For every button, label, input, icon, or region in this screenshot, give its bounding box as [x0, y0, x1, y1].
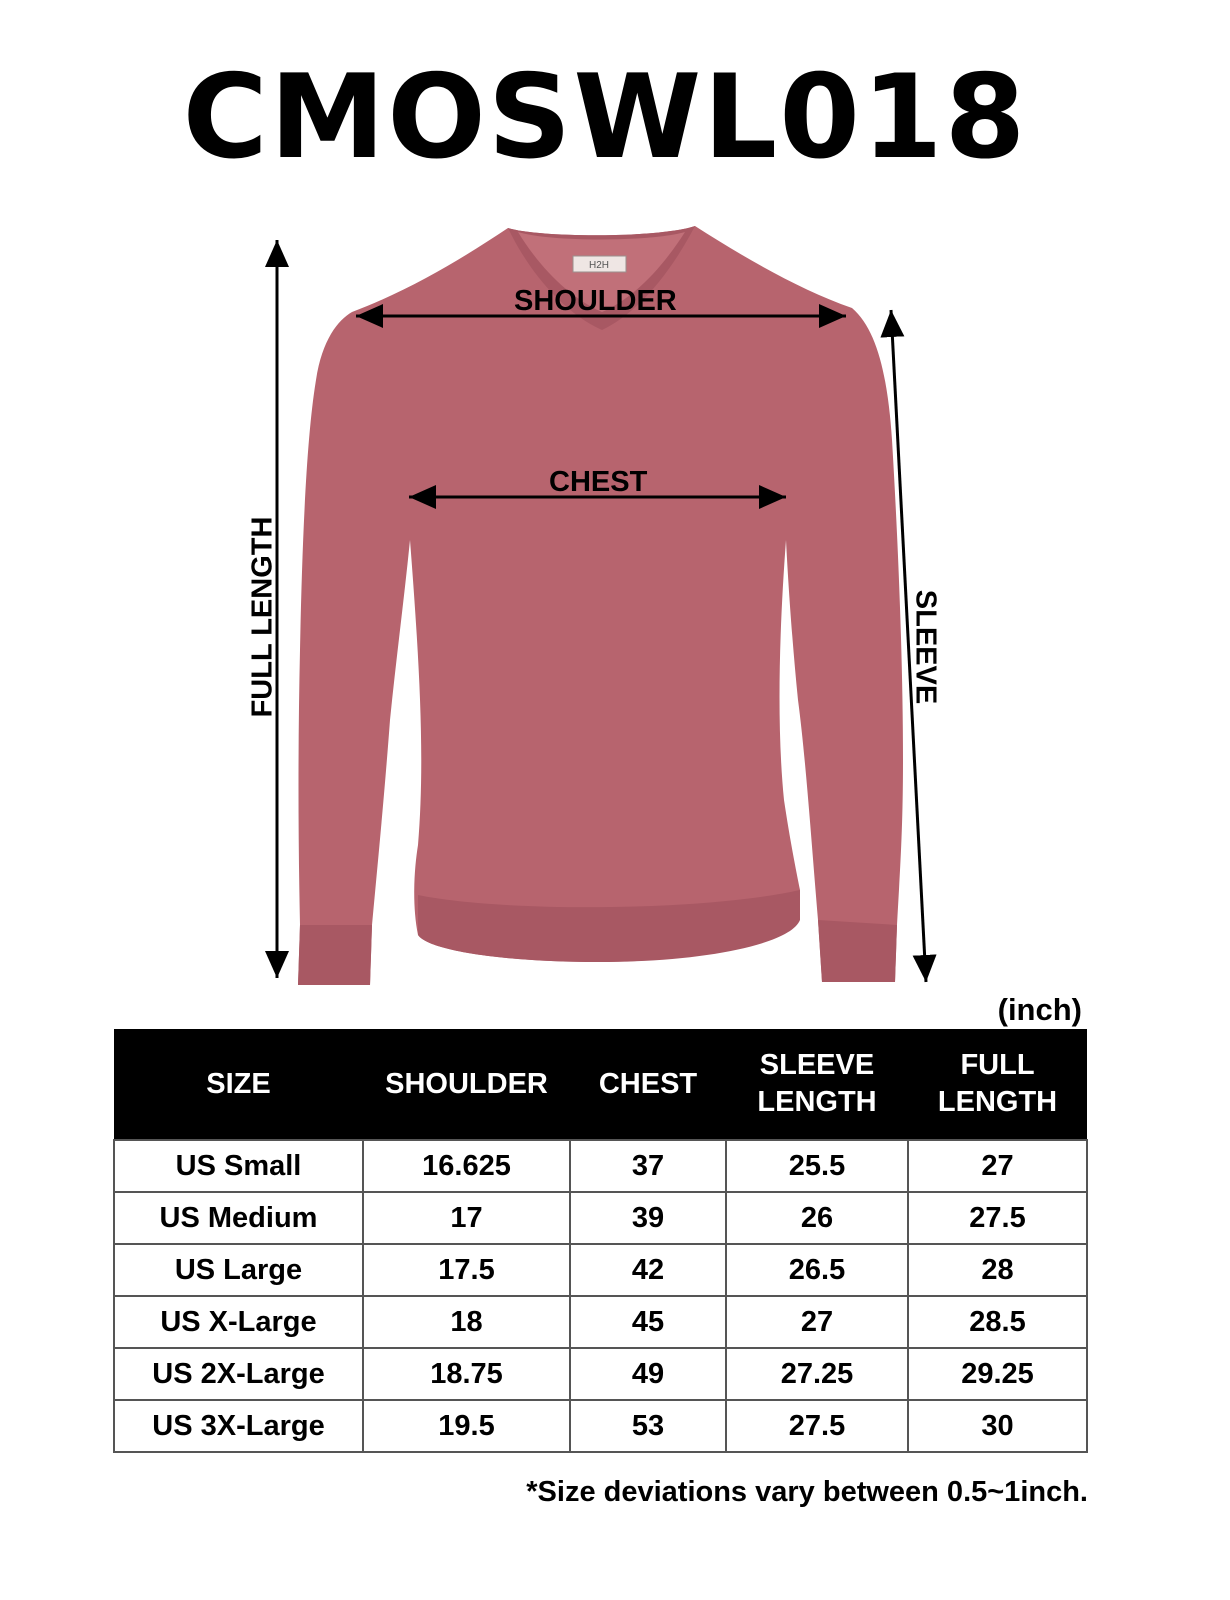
cell-full-length: 28.5 — [908, 1296, 1087, 1348]
cell-sleeve-length: 26 — [726, 1192, 908, 1244]
cell-sleeve-length: 27 — [726, 1296, 908, 1348]
cell-sleeve-length: 27.5 — [726, 1400, 908, 1452]
cell-chest: 45 — [570, 1296, 726, 1348]
header-chest: CHEST — [570, 1029, 726, 1140]
size-chart-table — [113, 1029, 1088, 1453]
cell-chest: 49 — [570, 1348, 726, 1400]
brand-tag-text: H2H — [588, 260, 610, 271]
shoulder-label: SHOULDER — [514, 285, 677, 317]
cell-sleeve-length: 27.25 — [726, 1348, 908, 1400]
cell-shoulder: 16.625 — [363, 1140, 570, 1192]
header-shoulder: SHOULDER — [363, 1029, 570, 1140]
sweater-illustration — [298, 226, 903, 985]
cell-full-length: 30 — [908, 1400, 1087, 1452]
cell-size: US Large — [114, 1244, 363, 1296]
unit-note: (inch) — [997, 992, 1082, 1027]
cell-shoulder: 19.5 — [363, 1400, 570, 1452]
cell-size: US 2X-Large — [114, 1348, 363, 1400]
cell-shoulder: 18 — [363, 1296, 570, 1348]
cell-full-length: 29.25 — [908, 1348, 1087, 1400]
chest-label: CHEST — [549, 466, 648, 498]
header-full-length — [908, 1029, 1087, 1140]
cell-sleeve-length: 26.5 — [726, 1244, 908, 1296]
cell-size: US X-Large — [114, 1296, 363, 1348]
table-row — [114, 1244, 1087, 1296]
header-sleeve-length-text: SLEEVE LENGTH — [757, 1049, 877, 1118]
sleeve-label: SLEEVE — [909, 589, 942, 705]
full-length-label: FULL LENGTH — [246, 516, 279, 718]
cell-size: US Medium — [114, 1192, 363, 1244]
cell-size: US Small — [114, 1140, 363, 1192]
cell-shoulder: 18.75 — [363, 1348, 570, 1400]
table-row — [114, 1348, 1087, 1400]
model-title: CMOSWL018 — [182, 50, 1028, 185]
cell-chest: 37 — [570, 1140, 726, 1192]
cell-shoulder: 17 — [363, 1192, 570, 1244]
cell-chest: 39 — [570, 1192, 726, 1244]
size-deviation-note: *Size deviations vary between 0.5~1inch. — [526, 1476, 1088, 1508]
cell-shoulder: 17.5 — [363, 1244, 570, 1296]
table-row — [114, 1140, 1087, 1192]
header-full-length-text: FULL LENGTH — [937, 1049, 1058, 1118]
table-row — [114, 1400, 1087, 1452]
cell-chest: 53 — [570, 1400, 726, 1452]
cell-sleeve-length: 25.5 — [726, 1140, 908, 1192]
cell-full-length: 27.5 — [908, 1192, 1087, 1244]
header-size: SIZE — [114, 1029, 363, 1140]
cell-size: US 3X-Large — [114, 1400, 363, 1452]
right-cuff — [818, 920, 897, 982]
left-cuff — [298, 925, 372, 985]
header-sleeve-length — [726, 1029, 908, 1140]
cell-chest: 42 — [570, 1244, 726, 1296]
table-row — [114, 1296, 1087, 1348]
table-row — [114, 1192, 1087, 1244]
cell-full-length: 28 — [908, 1244, 1087, 1296]
sweater-body — [298, 226, 903, 985]
table-header-row — [114, 1029, 1087, 1140]
cell-full-length: 27 — [908, 1140, 1087, 1192]
